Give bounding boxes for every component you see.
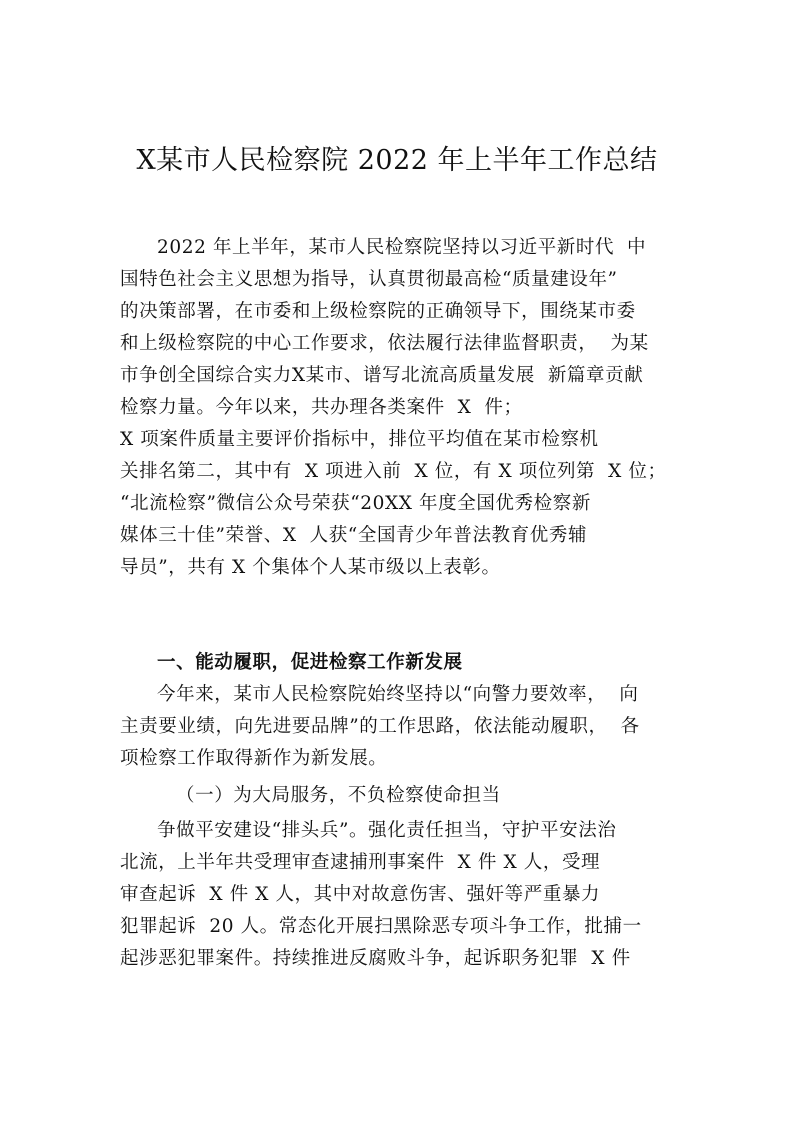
paragraph-line: 和上级检察院的中心工作要求，依法履行法律监督职责， 为某 (120, 333, 649, 354)
paragraph-line: 审查起诉 X 件 X 人，其中对故意伤害、强奸等严重暴力 (120, 884, 601, 905)
paragraph-line: 检察力量。今年以来，共办理各类案件 X 件； (120, 397, 523, 418)
paragraph-line: 争做平安建设“排头兵”。强化责任担当，守护平安法治 (157, 820, 617, 841)
paragraph-line: 犯罪起诉 20 人。常态化开展扫黑除恶专项斗争工作，批捕一 (120, 916, 642, 937)
paragraph-line: 的决策部署，在市委和上级检察院的正确领导下，围绕某市委 (120, 301, 636, 322)
subsection-heading: （一）为大局服务，不负检察使命担当 (176, 785, 501, 806)
paragraph-line: 2022 年上半年，某市人民检察院坚持以习近平新时代 中 (157, 237, 647, 258)
paragraph-line: 关排名第二，其中有 X 项进入前 X 位，有 X 项位列第 X 位； (120, 461, 667, 482)
section-heading: 一、能动履职，促进检察工作新发展 (157, 652, 463, 673)
paragraph-line: 主责要业绩，向先进要品牌”的工作思路，依法能动履职， 各 (120, 716, 640, 737)
paragraph-line: 国特色社会主义思想为指导，认真贯彻最高检“质量建设年” (120, 269, 618, 290)
paragraph-line: 项检察工作取得新作为新发展。 (120, 748, 388, 769)
paragraph-line: “北流检察”微信公众号荣获“20XX 年度全国优秀检察新 (120, 493, 591, 514)
paragraph-line: 今年来，某市人民检察院始终坚持以“向警力要效率， 向 (157, 684, 639, 705)
paragraph-line: 起涉恶犯罪案件。持续推进反腐败斗争，起诉职务犯罪 X 件 (120, 948, 631, 969)
paragraph-line: X 项案件质量主要评价指标中，排位平均值在某市检察机 (120, 429, 599, 450)
document-title: X某市人民检察院 2022 年上半年工作总结 (136, 145, 658, 176)
paragraph-line: 北流，上半年共受理审查逮捕刑事案件 X 件 X 人，受理 (120, 852, 601, 873)
paragraph-line: 媒体三十佳”荣誉、X 人获“全国青少年普法教育优秀辅 (120, 525, 588, 546)
paragraph-line: 导员”，共有 X 个集体个人某市级以上表彰。 (120, 557, 501, 578)
paragraph-line: 市争创全国综合实力X某市、谱写北流高质量发展 新篇章贡献 (120, 365, 644, 386)
